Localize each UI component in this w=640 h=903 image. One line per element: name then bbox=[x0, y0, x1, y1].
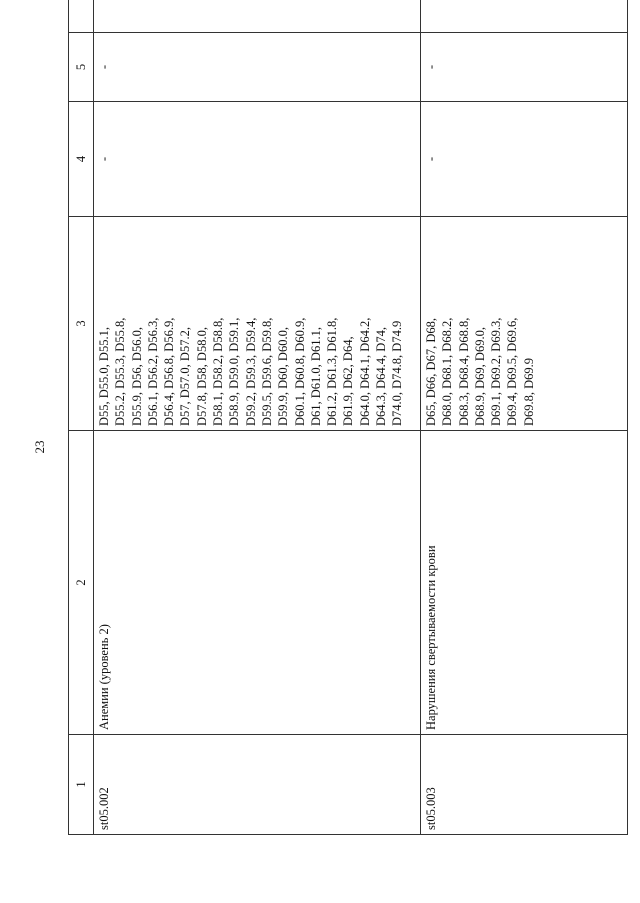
column-5-cell: - bbox=[94, 33, 421, 102]
group-name-cell: Нарушения свертываемости крови bbox=[421, 431, 628, 735]
tariff-table bbox=[68, 0, 628, 835]
column-header-5: 5 bbox=[69, 33, 94, 102]
column-header-6 bbox=[69, 0, 94, 33]
table-header-row bbox=[69, 0, 94, 835]
table-row bbox=[94, 0, 421, 835]
icd-codes-cell: D65, D66, D67, D68, D68.0, D68.1, D68.2, D68.3, D68.4, D68.8, D68.9, D69, D69.0, D69.1, D69.2, D69.3, D69.4, D69.5, D69.6, D69.8, D69.9 bbox=[421, 217, 628, 431]
coefficient-cell bbox=[94, 0, 421, 33]
coefficient-cell bbox=[421, 0, 628, 33]
column-4-cell: - bbox=[94, 102, 421, 217]
icd-codes-cell: D55, D55.0, D55.1, D55.2, D55.3, D55.8, D55.9, D56, D56.0, D56.1, D56.2, D56.3, D56.4, D56.8, D56.9, D57, D57.0, D57.2, D57.8, D58, D58.0, D58.1, D58.2, D58.8, D58.9, D59.0, D59.1, D59.2, D59.3, D59.4, D59.5, D59.6, D59.8, D59.9, D60, D60.0, D60.1, D60.8, D60.9, D61, D61.0, D61.1, D61.2, D61.3, D61.8, D61.9, D62, D64, D64.0, D64.1, D64.2, D64.3, D64.4, D74, D74.0, D74.8, D74.9 bbox=[94, 217, 421, 431]
column-header-1: 1 bbox=[69, 735, 94, 835]
group-code-cell: st05.002 bbox=[94, 735, 421, 835]
table-container bbox=[68, 65, 628, 835]
group-name-cell: Анемии (уровень 2) bbox=[94, 431, 421, 735]
page-number: 23 bbox=[32, 440, 47, 454]
column-5-cell: - bbox=[421, 33, 628, 102]
group-code-cell: st05.003 bbox=[421, 735, 628, 835]
table-row bbox=[421, 0, 628, 835]
column-4-cell: - bbox=[421, 102, 628, 217]
column-header-4: 4 bbox=[69, 102, 94, 217]
column-header-3: 3 bbox=[69, 217, 94, 431]
column-header-2: 2 bbox=[69, 431, 94, 735]
